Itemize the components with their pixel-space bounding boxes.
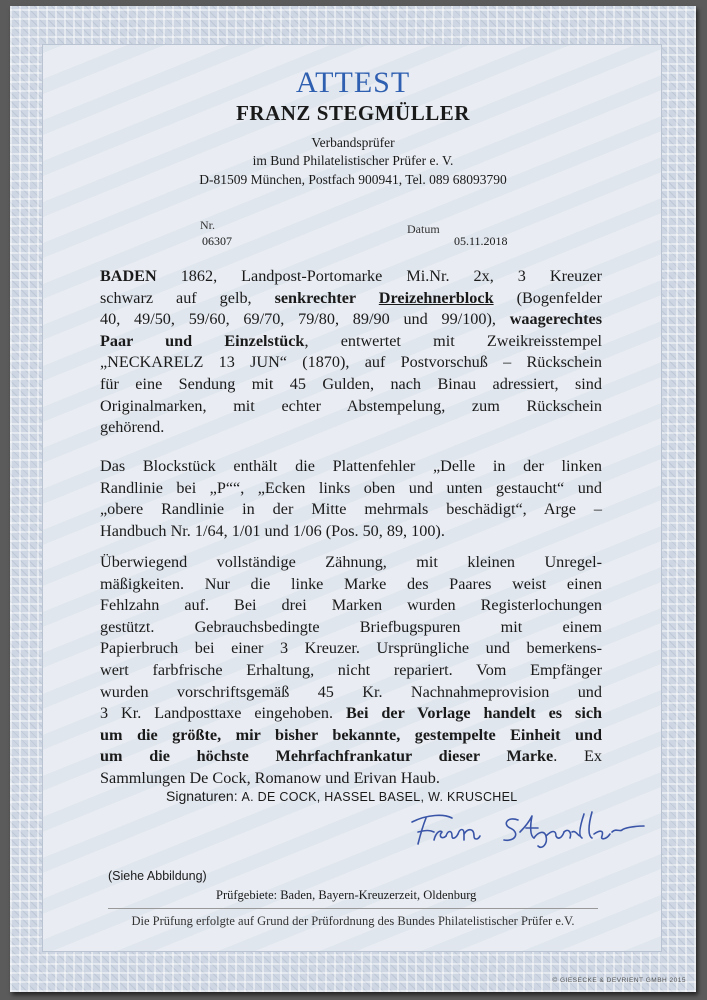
- examiner-address: D-81509 München, Postfach 900941, Tel. 089 68093790: [199, 172, 507, 187]
- handwritten-signature: [408, 806, 648, 852]
- examination-areas: Prüfgebiete: Baden, Bayern-Kreuzerzeit, Oldenburg: [216, 888, 477, 902]
- condition-paragraph: Überwiegend vollständige Zähnung, mit kleinen Unregel- mäßigkeiten. Nur die linke Marke des Paares weist einen Fehlzahn auf. Bei drei Marken wurden Registerlochungen gestützt. Gebrauchsbedingte Briefbugspuren mit einem Papierbruch bei einer 3 Kreuzer. Ursprüngliche und bemerkens- wert farbfrische Erhaltung, nicht repariert. Vom Empfänger wurden vorschriftsgemäß 45 Kr. Nachnahmeprovision und 3 Kr. Landposttaxe eingehoben. Bei der Vorlage handelt es sich um die größte, mir bisher bekannte, gestempelte Einheit und um die höchste Mehrfachfrankatur dieser Marke. Ex Sammlungen De Cock, Romanow und Erivan Haub.: [100, 553, 603, 787]
- footer-note: Die Prüfung erfolgte auf Grund der Prüfordnung des Bundes Philatelistischer Prüfer e.V.: [131, 914, 575, 928]
- examiner-role: Verbandsprüfer: [311, 135, 395, 150]
- nr-value: 06307: [202, 234, 232, 248]
- country-name: BADEN: [100, 267, 157, 285]
- siehe-abbildung: (Siehe Abbildung): [108, 869, 207, 883]
- attest-title: ATTEST: [295, 66, 411, 99]
- examiner-association: im Bund Philatelistischer Prüfer e. V.: [252, 153, 454, 168]
- signatures-line: [166, 788, 518, 804]
- examiner-name: FRANZ STEGMÜLLER: [236, 101, 470, 125]
- certificate-content: [10, 6, 696, 992]
- plate-flaws-paragraph: Das Blockstück enthält die Plattenfehler „Delle in der linken Randlinie bei „P““, „Ecken links oben und unten gestaucht“ und „obere Randlinie in der Mitte mehrmals beschädigt“, Arge – Handbuch Nr. 1/64, 1/01 und 1/06 (Pos. 50, 89, 100).: [100, 457, 602, 540]
- datum-label: Datum: [407, 222, 440, 236]
- block-type: Dreizehnerblock: [378, 288, 494, 307]
- signatures-label: Signaturen:: [166, 788, 238, 804]
- nr-label: Nr.: [200, 218, 215, 232]
- signatures-names: A. DE COCK, HASSEL BASEL, W. KRUSCHEL: [241, 790, 518, 804]
- certificate-sheet: [10, 6, 696, 992]
- description-paragraph: BADEN 1862, Landpost-Portomarke Mi.Nr. 2x, 3 Kreuzer schwarz auf gelb, senkrechter Dreizehnerblock (Bogenfelder 40, 49/50, 59/60, 69/70, 79/80, 89/90 und 99/100), waagerechtes Paar und Einzelstück, entwertet mit Zweikreisstempel „NECKARELZ 13 JUN“ (1870), auf Postvorschuß – Rückschein für eine Sendung mit 45 Gulden, nach Binau adressiert, sind Originalmarken, mit echter Abstempelung, zum Rückschein gehörend.: [100, 267, 602, 437]
- footer-divider: [108, 908, 598, 909]
- datum-value: 05.11.2018: [454, 234, 508, 248]
- printer-imprint: © GIESECKE & DEVRIENT GMBH 2015: [552, 977, 686, 984]
